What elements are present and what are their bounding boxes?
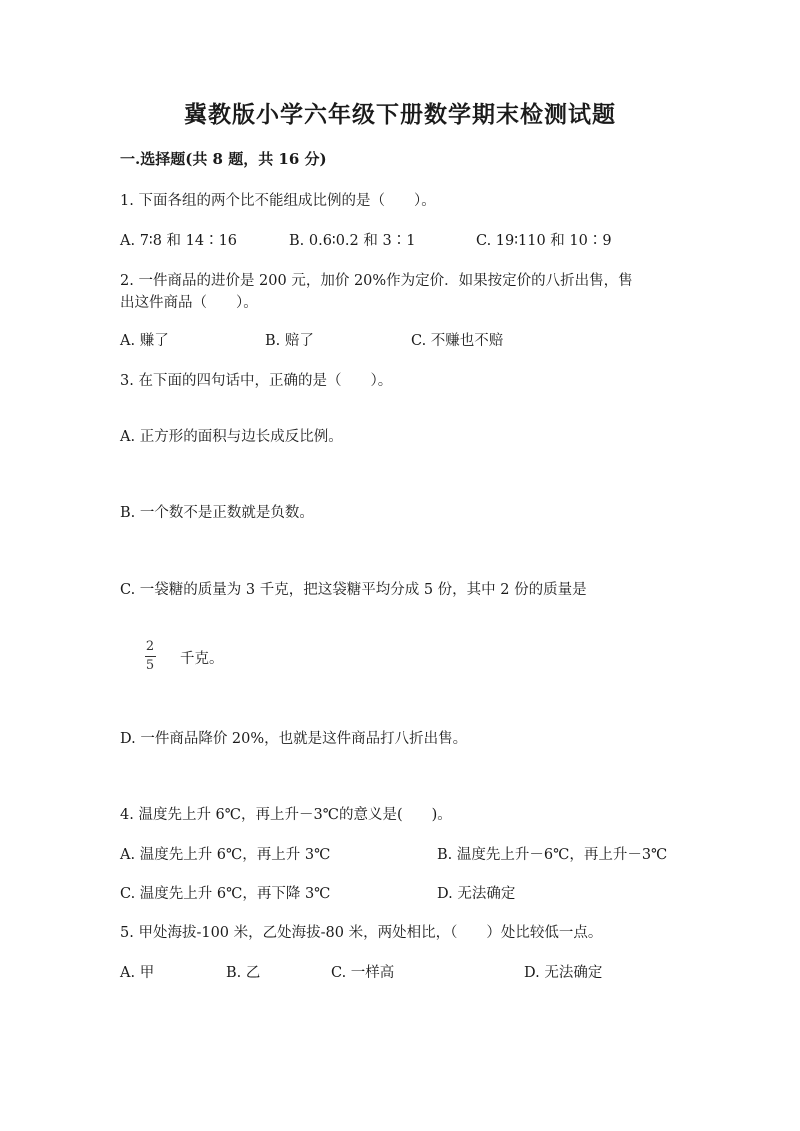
- fraction-numerator: 2: [145, 639, 155, 654]
- question-3-option-b: B. 一个数不是正数就是负数。: [120, 505, 314, 521]
- question-5-option-b: B. 乙: [226, 965, 261, 981]
- question-3-option-c: C. 一袋糖的质量为 3 千克，把这袋糖平均分成 5 份，其中 2 份的质量是: [120, 582, 587, 598]
- question-5-option-c: C. 一样高: [331, 965, 395, 981]
- question-3-option-d: D. 一件商品降价 20%，也就是这件商品打八折出售。: [120, 731, 468, 747]
- fraction-bar: [145, 656, 156, 657]
- question-2-option-b: B. 赔了: [265, 333, 314, 349]
- question-5-stem: 5. 甲处海拔-100 米，乙处海拔-80 米，两处相比，（ ）处比较低一点。: [120, 925, 603, 941]
- question-3-stem: 3. 在下面的四句话中，正确的是（ ）。: [120, 373, 393, 389]
- question-1-stem: 1. 下面各组的两个比不能组成比例的是（ ）。: [120, 193, 436, 209]
- question-1-option-c: C. 19∶110 和 10∶9: [476, 233, 612, 249]
- question-4-option-b: B. 温度先上升－6℃，再上升－3℃: [437, 847, 668, 863]
- page-title: 冀教版小学六年级下册数学期末检测试题: [184, 101, 616, 128]
- question-1-option-b: B. 0.6∶0.2 和 3∶1: [289, 233, 416, 249]
- question-2-stem-line-1: 2. 一件商品的进价是 200 元，加价 20%作为定价．如果按定价的八折出售，售: [120, 273, 633, 289]
- question-5-option-a: A. 甲: [120, 965, 155, 981]
- question-2-stem-line-2: 出这件商品（ ）。: [120, 295, 258, 311]
- fraction-two-fifths: [141, 639, 159, 674]
- question-4-option-a: A. 温度先上升 6℃，再上升 3℃: [120, 847, 331, 863]
- section-heading: 一.选择题(共 8 题，共 16 分): [120, 150, 327, 168]
- question-4-option-d: D. 无法确定: [437, 886, 516, 902]
- question-2-option-a: A. 赚了: [120, 333, 169, 349]
- question-2-option-c: C. 不赚也不赔: [411, 333, 504, 349]
- question-3-option-c-unit: 千克。: [180, 651, 224, 667]
- fraction-denominator: 5: [145, 658, 155, 673]
- question-4-option-c: C. 温度先上升 6℃，再下降 3℃: [120, 886, 331, 902]
- question-4-stem: 4. 温度先上升 6℃，再上升－3℃的意义是( )。: [120, 807, 452, 823]
- question-5-option-d: D. 无法确定: [524, 965, 603, 981]
- question-1-option-a: A. 7∶8 和 14∶16: [120, 233, 238, 249]
- question-3-option-a: A. 正方形的面积与边长成反比例。: [120, 429, 343, 445]
